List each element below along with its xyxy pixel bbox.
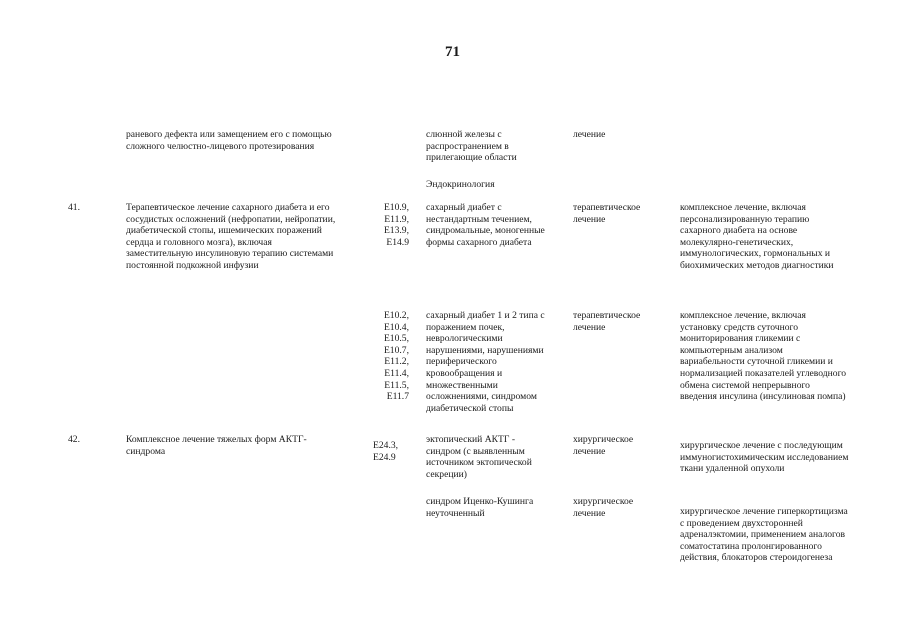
row-model-cell: эктопический АКТГ - синдром (с выявленным источником эктопической секреции) (426, 434, 532, 480)
row-codes-cell: E24.3, E24.9 (373, 440, 399, 463)
row-codes-cell: E10.2, E10.4, E10.5, E10.7, E11.2, E11.4, E11.5, E11.7 (383, 310, 409, 403)
row-treatment-cell: хирургическое лечение (573, 434, 634, 457)
row-model-cell: сахарный диабет 1 и 2 типа с поражением почек, неврологическими нарушениями, нарушениями периферического кровообращения и множественными осложнениями, синдромом диабетической стопы (426, 310, 545, 414)
row-number: 42. (68, 434, 80, 445)
row-model-cell: сахарный диабет с нестандартным течением, синдромальные, моногенные формы сахарного диабета (426, 202, 545, 248)
continuation-model-cell: слюнной железы с распространением в прилегающие области (426, 129, 517, 164)
row-method-cell: комплексное лечение, включая персонализированную терапию сахарного диабета на основе молекулярно-генетических, иммунологических, гормональных и биохимических методов диагностики (680, 202, 834, 271)
page-number: 71 (445, 44, 460, 60)
row-method-cell: комплексное лечение, включая установку средств суточного мониторирования гликемии с компьютерным анализом вариабельности суточной гликемии и нормализацией показателей углеводного обмена системой непрерывного введения инсулина (инсулиновая помпа) (680, 310, 847, 403)
continuation-name-cell: раневого дефекта или замещением его с помощью сложного челюстно-лицевого протезирования (126, 129, 332, 152)
row-treatment-cell: хирургическое лечение (573, 496, 634, 519)
row-method-cell: хирургическое лечение гиперкортицизма с проведением двухсторонней адреналэктомии, применением аналогов соматостатина пролонгированного действия, блокаторов стероидогенеза (680, 506, 848, 564)
row-number: 41. (68, 202, 80, 213)
row-treatment-cell: терапевтическое лечение (573, 202, 641, 225)
row-treatment-cell: терапевтическое лечение (573, 310, 641, 333)
row-name-cell: Терапевтическое лечение сахарного диабета и его сосудистых осложнений (нефропатии, нейропатии, диабетической стопы, ишемических поражений сердца и головного мозга), включая заместительную инсулиновую терапию системами постоянной подкожной инфузии (126, 202, 336, 271)
row-method-cell: хирургическое лечение с последующим иммуногистохимическим исследованием ткани удаленной опухоли (680, 440, 849, 475)
continuation-treatment-cell: лечение (573, 129, 606, 140)
row-name-cell: Комплексное лечение тяжелых форм АКТГ- синдрома (126, 434, 307, 457)
row-model-cell: синдром Иценко-Кушинга неуточненный (426, 496, 534, 519)
row-codes-cell: E10.9, E11.9, E13.9, E14.9 (383, 202, 409, 248)
section-heading: Эндокринология (426, 179, 495, 190)
